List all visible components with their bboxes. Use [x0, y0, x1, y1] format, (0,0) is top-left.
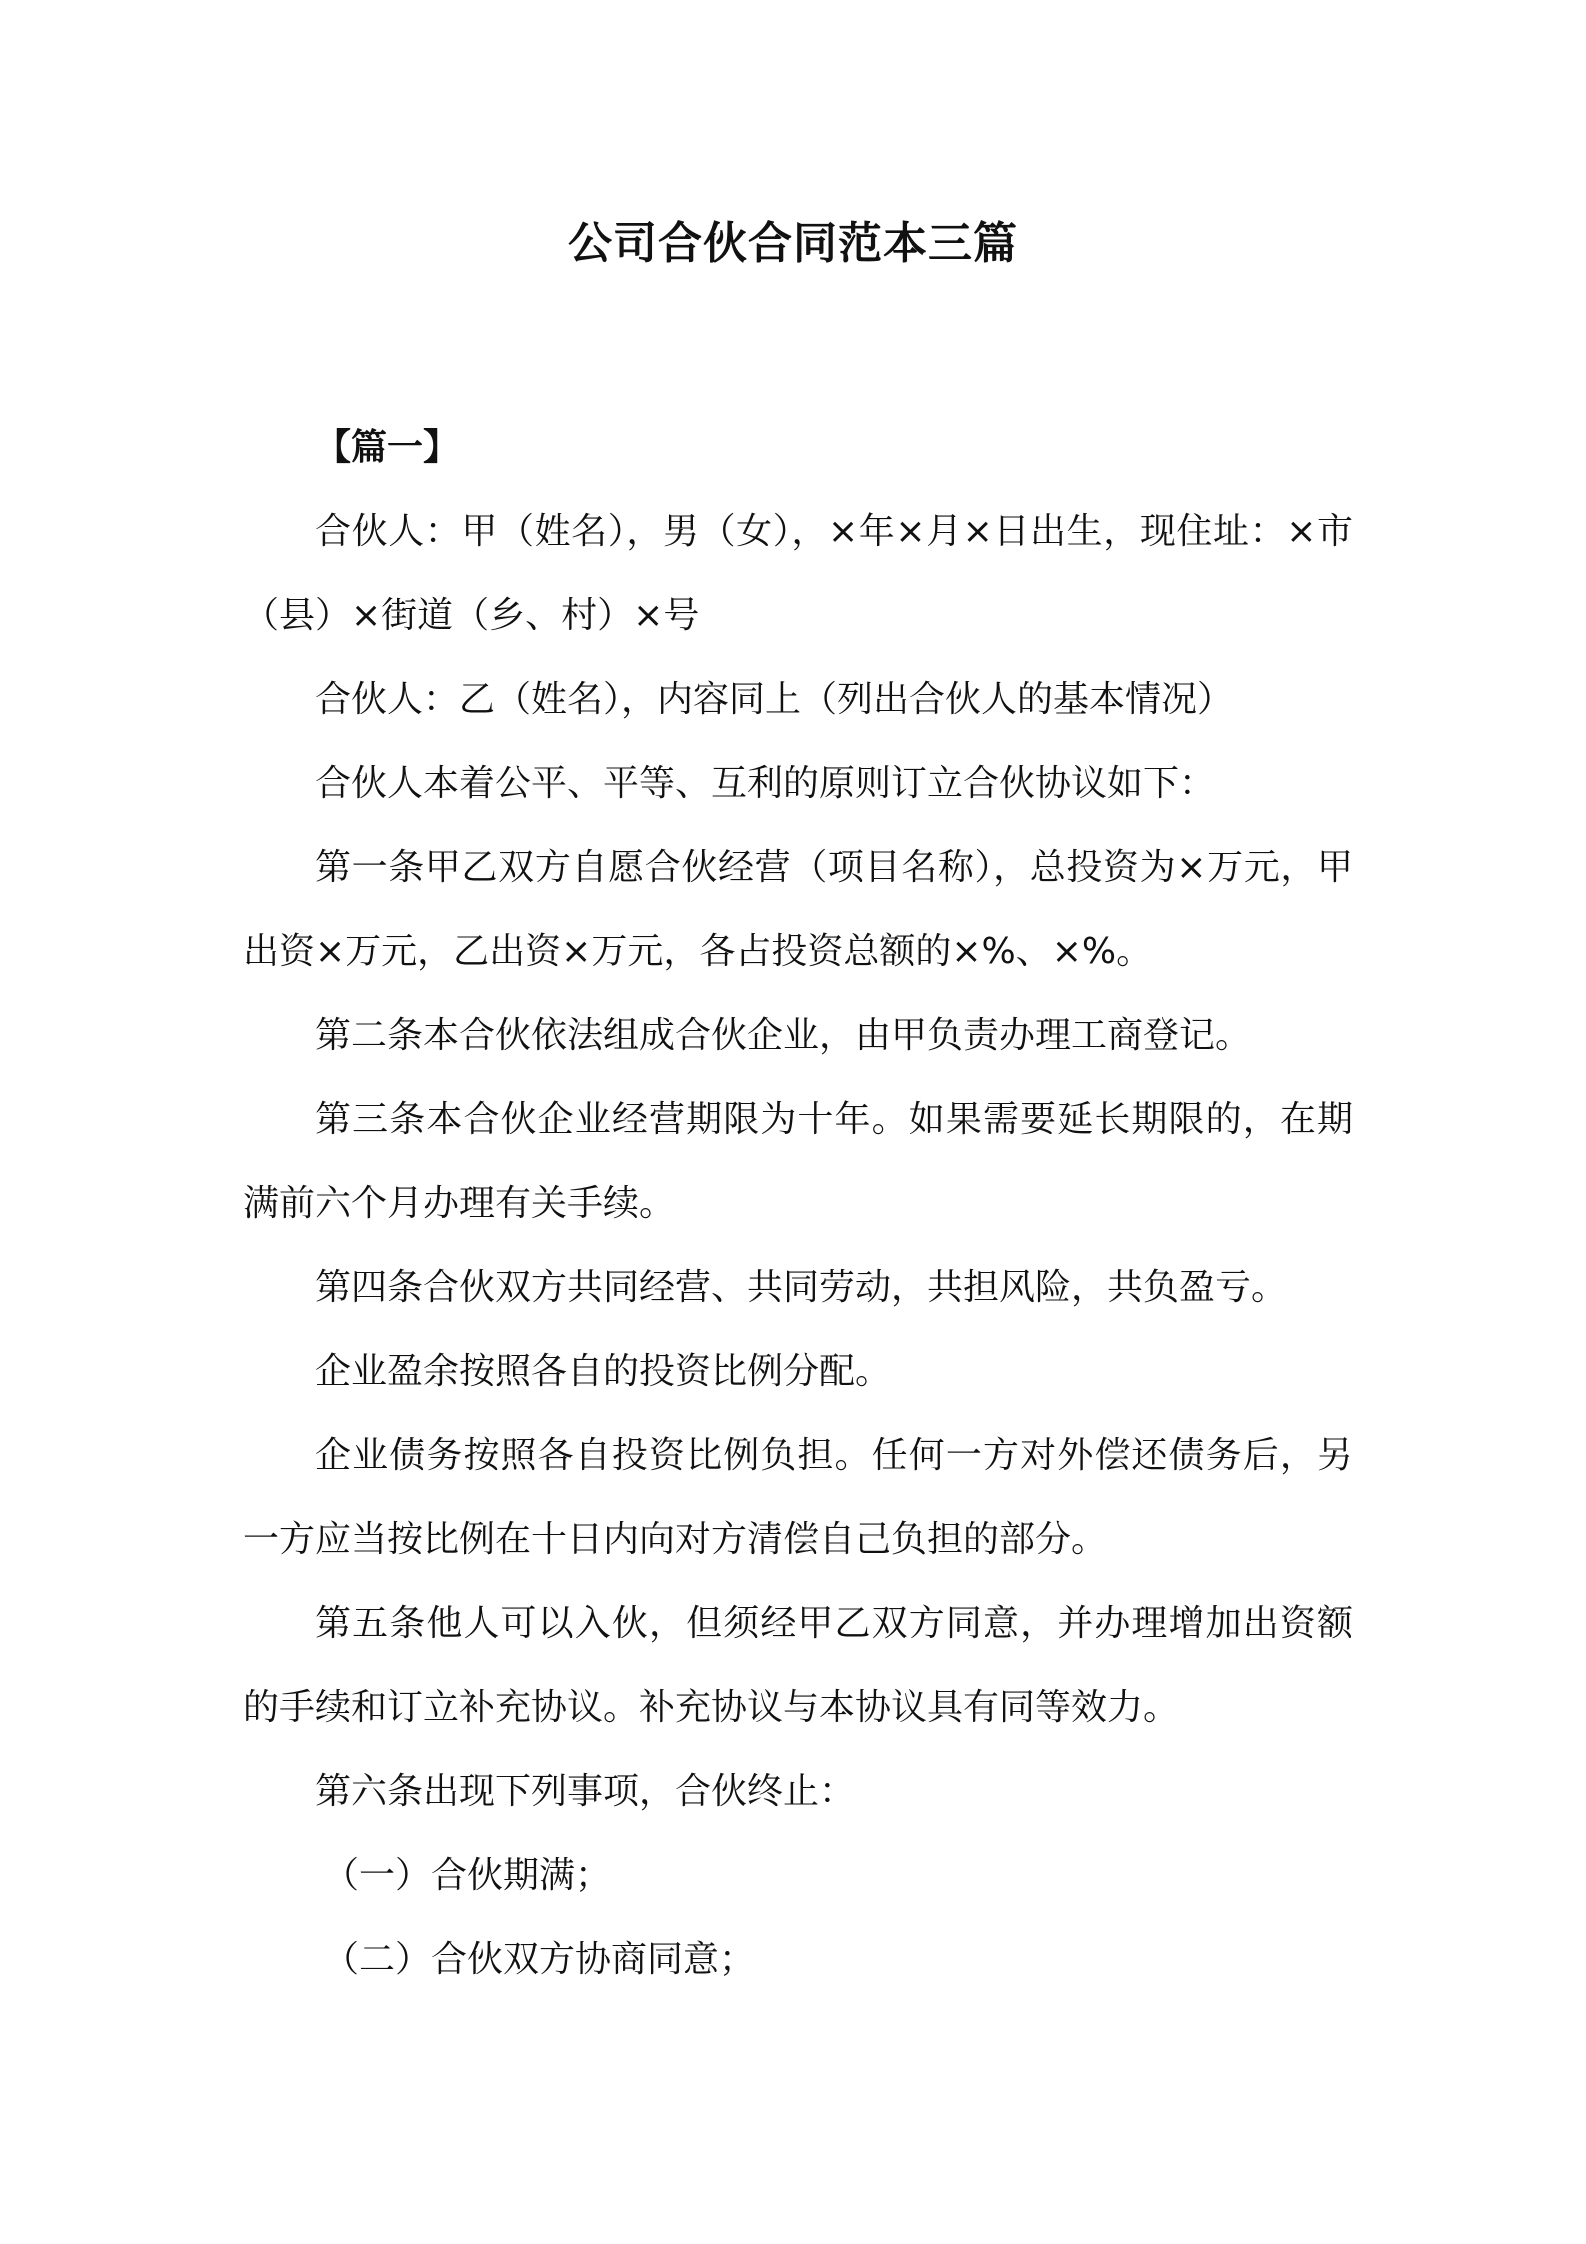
article-1-paragraph: 第一条甲乙双方自愿合伙经营（项目名称），总投资为×万元，甲出资×万元，乙出资×万元，各占投资总额的×%、×%。 [243, 847, 1353, 972]
section-heading: 【篇一】 [315, 427, 460, 468]
termination-item-2: （二）合伙双方协商同意； [323, 1939, 756, 1980]
article-2-paragraph: 第二条本合伙依法组成合伙企业，由甲负责办理工商登记。 [315, 1015, 1252, 1056]
debt-sharing-paragraph: 企业债务按照各自投资比例负担。任何一方对外偿还债务后，另一方应当按比例在十日内向对方清偿自己负担的部分。 [243, 1435, 1353, 1560]
termination-item-1: （一）合伙期满； [323, 1855, 612, 1896]
preamble-paragraph: 合伙人本着公平、平等、互利的原则订立合伙协议如下： [315, 763, 1216, 804]
document-title: 公司合伙合同范本三篇 [568, 218, 1018, 269]
document-body [243, 406, 1353, 2002]
article-4-paragraph: 第四条合伙双方共同经营、共同劳动，共担风险，共负盈亏。 [315, 1267, 1288, 1308]
article-6-paragraph: 第六条出现下列事项，合伙终止： [315, 1771, 856, 1812]
article-3-paragraph: 第三条本合伙企业经营期限为十年。如果需要延长期限的，在期满前六个月办理有关手续。 [243, 1099, 1353, 1224]
article-5-paragraph: 第五条他人可以入伙，但须经甲乙双方同意，并办理增加出资额的手续和订立补充协议。补充协议与本协议具有同等效力。 [243, 1603, 1353, 1728]
partner-b-paragraph: 合伙人：乙（姓名），内容同上（列出合伙人的基本情况） [315, 679, 1234, 720]
profit-distribution-paragraph: 企业盈余按照各自的投资比例分配。 [315, 1351, 892, 1392]
partner-a-paragraph: 合伙人：甲（姓名），男（女），×年×月×日出生，现住址：×市（县）×街道（乡、村）×号 [243, 511, 1353, 636]
